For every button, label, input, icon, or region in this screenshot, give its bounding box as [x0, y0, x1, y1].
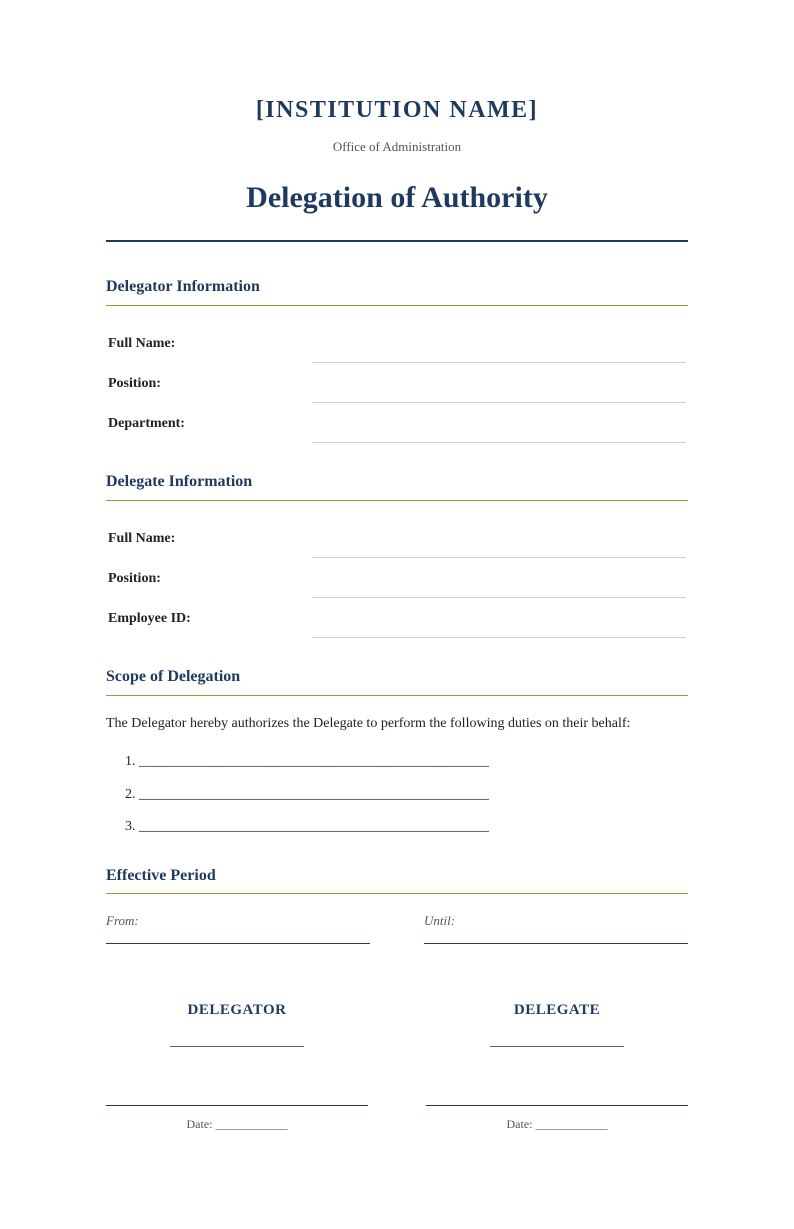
- delegator-section-divider: [106, 305, 688, 306]
- delegator-position-label: Position:: [108, 376, 161, 391]
- office-name: Office of Administration: [332, 139, 462, 154]
- delegate-date[interactable]: Date: ____________: [506, 1117, 608, 1131]
- from-date-field[interactable]: [106, 943, 370, 944]
- duty-item-1[interactable]: 1. __________________________________________________: [125, 754, 489, 769]
- delegate-employee-id-label: Employee ID:: [108, 611, 191, 626]
- until-date-field[interactable]: [424, 943, 688, 944]
- delegator-department-field[interactable]: [312, 442, 686, 443]
- delegator-section-title: Delegator Information: [106, 278, 260, 295]
- duty-item-3[interactable]: 3. __________________________________________________: [125, 819, 489, 834]
- delegator-full-name-field[interactable]: [312, 362, 686, 363]
- delegator-signature-heading: DELEGATOR: [187, 1002, 287, 1018]
- delegate-position-label: Position:: [108, 571, 161, 586]
- scope-intro-text: The Delegator hereby authorizes the Delegate to perform the following duties on their behalf:: [106, 716, 631, 731]
- document-title: Delegation of Authority: [246, 181, 548, 214]
- duty-item-2[interactable]: 2. __________________________________________________: [125, 787, 489, 802]
- delegate-name-line[interactable]: [490, 1046, 624, 1047]
- until-label: Until:: [424, 913, 456, 928]
- delegate-signature-line[interactable]: [426, 1105, 688, 1106]
- delegator-date[interactable]: Date: ____________: [186, 1117, 288, 1131]
- institution-name: [INSTITUTION NAME]: [255, 97, 539, 123]
- delegator-department-label: Department:: [108, 416, 185, 431]
- delegate-section-divider: [106, 500, 688, 501]
- delegate-full-name-label: Full Name:: [108, 531, 176, 546]
- delegator-signature-line[interactable]: [106, 1105, 368, 1106]
- delegator-full-name-label: Full Name:: [108, 336, 176, 351]
- period-section-title: Effective Period: [106, 867, 216, 884]
- delegate-section-title: Delegate Information: [106, 473, 253, 490]
- delegator-name-line[interactable]: [170, 1046, 304, 1047]
- title-divider: [106, 240, 688, 242]
- period-section-divider: [106, 893, 688, 894]
- scope-section-title: Scope of Delegation: [106, 668, 241, 685]
- scope-section-divider: [106, 695, 688, 696]
- delegate-employee-id-field[interactable]: [312, 637, 686, 638]
- delegate-position-field[interactable]: [312, 597, 686, 598]
- from-label: From:: [106, 913, 139, 928]
- delegate-full-name-field[interactable]: [312, 557, 686, 558]
- delegator-position-field[interactable]: [312, 402, 686, 403]
- delegate-signature-heading: DELEGATE: [513, 1002, 601, 1018]
